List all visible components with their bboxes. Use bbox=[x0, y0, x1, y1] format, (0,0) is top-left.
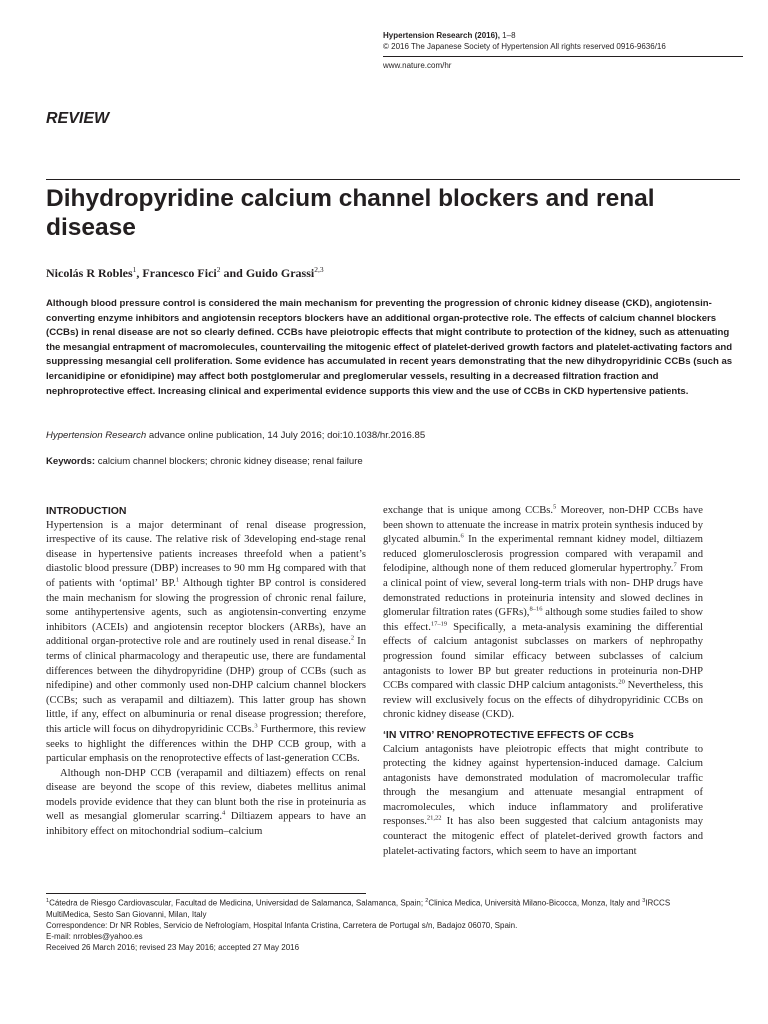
text-run: Nevertheless, this review will exclusively focus on the effects of dihydropyridinic CCBs on chronic kidney disease (CKD). bbox=[383, 680, 703, 721]
title-rule bbox=[46, 179, 740, 180]
body-paragraph bbox=[46, 519, 366, 767]
author-name: Guido Grassi bbox=[245, 266, 315, 280]
reference-link[interactable]: 2 bbox=[350, 634, 355, 642]
text-run: Moreover, non-DHP CCBs have been shown to attenuate the increase in matrix protein synthesis induced by glycated albumin. bbox=[383, 505, 703, 546]
reference-link[interactable]: 7 bbox=[673, 561, 677, 569]
author-separator: and bbox=[220, 266, 246, 280]
citation-details: advance online publication, 14 July 2016; doi:10.1038/hr.2016.85 bbox=[146, 430, 426, 441]
author-affiliation: 1 bbox=[132, 265, 137, 274]
reference-link[interactable]: 1 bbox=[175, 576, 180, 584]
body-paragraph bbox=[46, 767, 366, 840]
text-run: Specifically, a meta-analysis examining the differential effects of calcium antagonist subclasses on markers of nephropathy progression found similar efficacy between subclasses of calcium antagonists to lower BP but greater reductions in proteinuria non-DHP CCBs compared with classic DHP calcium antagonists. bbox=[383, 621, 703, 692]
reference-link[interactable]: 5 bbox=[553, 503, 557, 511]
journal-citation-line bbox=[383, 30, 743, 41]
journal-pages: 1–8 bbox=[502, 31, 516, 40]
text-run: It has also been suggested that calcium antagonists may counteract the mitogenic effect of platelet-derived growth factors and platelet-activating factors, which seem to have an important bbox=[383, 816, 703, 857]
author-affiliation: 2 bbox=[216, 265, 221, 274]
reference-link[interactable]: 8–16 bbox=[529, 605, 543, 613]
article-title: Dihydropyridine calcium channel blockers and renal disease bbox=[46, 185, 655, 241]
correspondence: Correspondence: Dr NR Robles, Servicio de Nefrologíam, Hospital Infanta Cristina, Carretera de Portugal s/n, Badajoz 06070, Spain. bbox=[46, 921, 518, 931]
email-link[interactable]: E-mail: nrrobles@yahoo.es bbox=[46, 932, 143, 942]
section-tag: REVIEW bbox=[46, 110, 110, 127]
journal-copyright: © 2016 The Japanese Society of Hypertension All rights reserved 0916-9636/16 bbox=[383, 42, 666, 51]
body-paragraph bbox=[383, 743, 703, 860]
text-run: Calcium antagonists have pleiotropic effects that might contribute to protecting the kidney against hypertension-induced damage. Calcium antagonists have demonstrated modulation of macromolecular traffic through the mesangium and attenuate mesangial entrapment of macromolecules, which induce inflammatory and proliferative responses. bbox=[383, 743, 703, 828]
keywords-label: Keywords: bbox=[46, 456, 96, 467]
section-heading-in-vitro: ‘IN VITRO’ RENOPROTECTIVE EFFECTS OF CCBs bbox=[383, 728, 634, 741]
text-run: Although tighter BP control is considered the main mechanism for slowing the progression of chronic renal failure, some antihypertensive agents, such as angiotensin-converting enzyme inhibitors (ACEIs) and angiotensin receptor blockers (ARBs), have an additional organ-protective role and are routinely used in renal disease. bbox=[46, 577, 366, 648]
text-run: From a clinical point of view, several long-term trials with non- DHP drugs have demonstrated reductions in proteinuria intensity and slowed declines in glomerular filtration rates (GFRs), bbox=[383, 563, 703, 619]
reference-link[interactable]: 21,22 bbox=[426, 814, 442, 822]
author-name: Nicolás R Robles bbox=[46, 266, 133, 280]
affiliation-marker: 2 bbox=[425, 898, 429, 904]
text-run: In terms of clinical pharmacology and therapeutic use, there are fundamental differences between the dihydropyridine (DHP) group of CCBs (such as nifedipine) and other commonly used non-DHP calcium channel blockers (CCBs; such as verapamil and diltiazem). This latter group has shown little, if any, effect on albuminuria or renal disease progression; therefore, this article will focus on dihydropyridinic CCBs. bbox=[46, 636, 366, 735]
reference-link[interactable]: 3 bbox=[254, 722, 258, 730]
text-run: Although non-DHP CCB (verapamil and diltiazem) effects on renal disease are beyond the scope of this review, diabetes mellitus animal models provide evidence that they can blunt both the rise in proteinuria as well as mesangial glomerular scarring. bbox=[46, 767, 366, 823]
keywords bbox=[46, 456, 363, 467]
body-paragraph bbox=[383, 504, 703, 723]
reference-link[interactable]: 6 bbox=[460, 532, 464, 540]
author-affiliation: 2,3 bbox=[314, 265, 324, 274]
reference-link[interactable]: 20 bbox=[618, 678, 625, 686]
affiliation-text: IRCCS bbox=[645, 898, 671, 908]
right-column bbox=[383, 504, 703, 859]
affiliations-line-2: MultiMedica, Sesto San Giovanni, Milan, Italy bbox=[46, 909, 207, 919]
abstract: Although blood pressure control is considered the main mechanism for preventing the progression of chronic kidney disease (CKD), angiotensin-converting enzyme inhibitors and angiotensin receptors blockers have an additional organ-protective role. The effects of calcium channel blockers (CCBs) in renal disease are not so clearly defined. CCBs have pleiotropic effects that might contribute to protection of the kidney, such as attenuating the mesangial entrapment of macromolecules, countervailing the mitogenic effect of platelet-derived growth factors and platelet-activating factors and suppressing mesangial cell proliferation. Some evidence has accumulated in recent years demonstrating that the new dihydropyridinic CCBs (such as lercanidipine or efonidipine) may affect both postglomerular and preglomerular vessels, resulting in a decreased filtration fraction and nephroprotective effect. Increasing clinical and experimental evidence supports this view and the use of CCBs in CKD hypertensive patients. bbox=[46, 298, 733, 397]
author-separator: , bbox=[136, 266, 143, 280]
left-column bbox=[46, 504, 366, 840]
journal-url[interactable]: www.nature.com/hr bbox=[383, 61, 452, 70]
header-rule bbox=[383, 56, 743, 57]
text-run: Furthermore, this review seeks to highlight the differences within the DHP CCB group, with a particular emphasis on the renoprotective effects of last-generation CCBs. bbox=[46, 723, 366, 765]
article-citation bbox=[46, 429, 425, 443]
author-name: Francesco Fici bbox=[142, 266, 217, 280]
affiliation-marker: 1 bbox=[46, 898, 50, 904]
section-heading-introduction: INTRODUCTION bbox=[46, 505, 127, 517]
received-dates: Received 26 March 2016; revised 23 May 2016; accepted 27 May 2016 bbox=[46, 943, 300, 953]
text-run: although some studies failed to show this effect. bbox=[383, 607, 703, 633]
reference-link[interactable]: 4 bbox=[221, 809, 226, 817]
journal-name: Hypertension Research (2016), bbox=[383, 31, 500, 40]
text-run: exchange that is unique among CCBs. bbox=[383, 505, 554, 516]
keywords-list: calcium channel blockers; chronic kidney disease; renal failure bbox=[95, 456, 363, 467]
text-run: Hypertension is a major determinant of renal disease progression, irrespective of its cause. The relative risk of 3developing end-stage renal disease in hypertensive patients increases threefold when a patient’s diastolic blood pressure (DBP) increases to 90 mm Hg compared with that of patients with ‘optimal’ BP. bbox=[46, 519, 366, 589]
citation-journal: Hypertension Research bbox=[46, 430, 147, 441]
footnotes bbox=[46, 896, 746, 954]
affiliation-text: Clinica Medica, Università Milano-Bicocca, Monza, Italy and bbox=[428, 898, 643, 908]
affiliation-marker: 3 bbox=[642, 898, 646, 904]
text-run: Diltiazem appears to have an inhibitory effect on mitochondrial sodium–calcium bbox=[46, 811, 366, 838]
author-list bbox=[46, 265, 324, 281]
affiliations-line bbox=[46, 896, 746, 909]
affiliation-text: Cátedra de Riesgo Cardiovascular, Facultad de Medicina, Universidad de Salamanca, Salamanca, Spain; bbox=[49, 898, 426, 908]
journal-header bbox=[383, 30, 743, 70]
reference-link[interactable]: 17–19 bbox=[430, 620, 448, 628]
text-run: In the experimental remnant kidney model, diltiazem reduced glomerulosclerosis progression compared with verapamil and felodipine, although none of them reduced glomerular hypertrophy. bbox=[383, 534, 703, 575]
footnote-rule bbox=[46, 893, 366, 894]
